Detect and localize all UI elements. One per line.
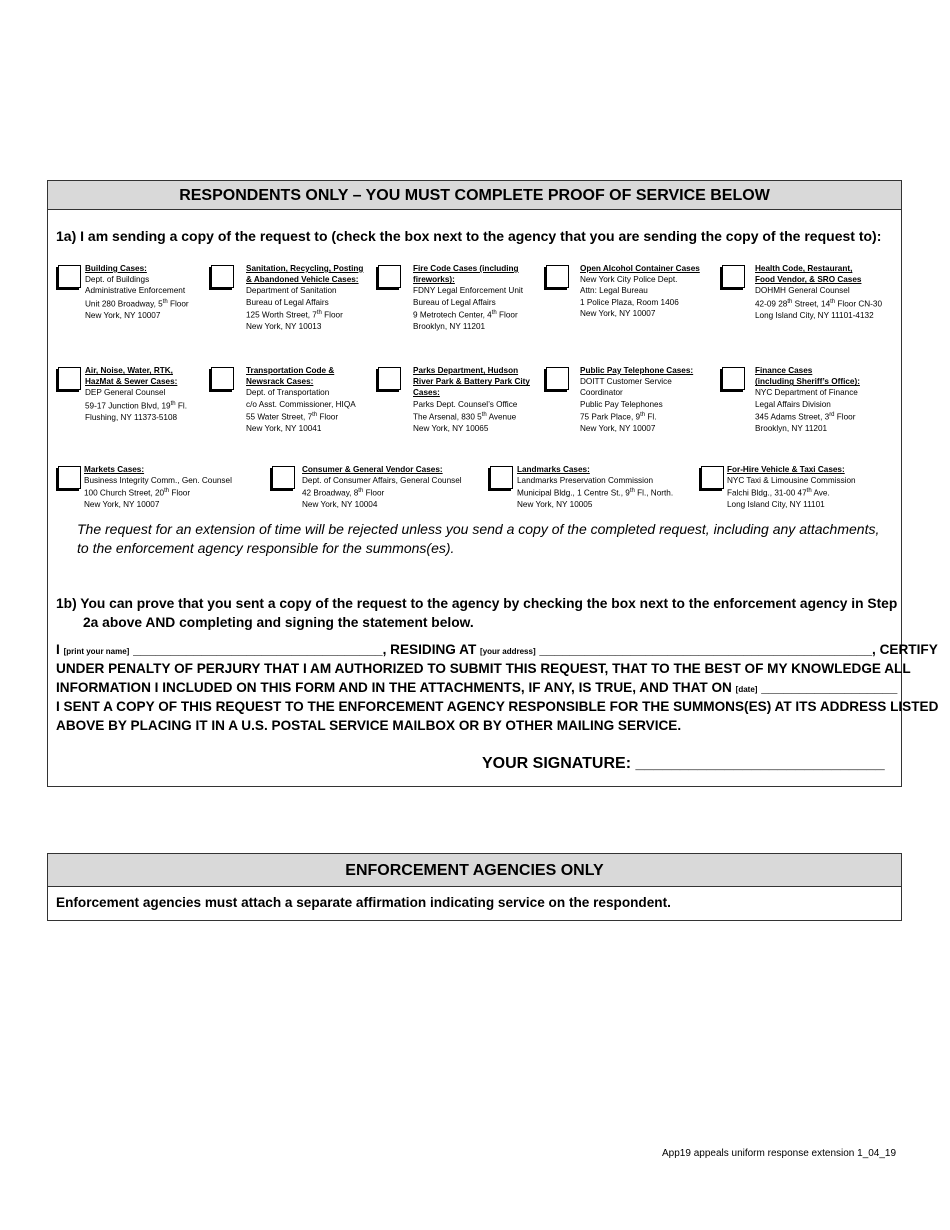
agency-address xyxy=(580,365,693,434)
agency-address-line: 100 Church Street, 20th Floor xyxy=(84,488,191,499)
agency-address-line: Dept. of Buildings xyxy=(85,275,150,285)
agency-title: Air, Noise, Water, RTK, HazMat & Sewer Cases: xyxy=(85,366,178,387)
agency-address-line: 125 Worth Street, 7th Floor xyxy=(246,309,343,320)
agency-address-line: New York City Police Dept. xyxy=(580,275,678,285)
agency-address-line: Long Island City, NY 11101 xyxy=(727,500,825,510)
agency-address-line: Attn: Legal Bureau xyxy=(580,286,648,296)
agency-title: Open Alcohol Container Cases xyxy=(580,264,700,273)
agency-address-line: 42 Broadway, 8th Floor xyxy=(302,488,385,499)
enforcement-text: Enforcement agencies must attach a separate affirmation indicating service on the respondent. xyxy=(56,895,671,910)
agency-address-line: 1 Police Plaza, Room 1406 xyxy=(580,297,679,307)
agency-address xyxy=(755,365,860,434)
certification-line-3 xyxy=(56,678,897,699)
address-blank-certify[interactable]: ____________________________________________, CERTIFY xyxy=(539,642,938,657)
agency-address-line: New York, NY 10041 xyxy=(246,423,322,433)
agency-address xyxy=(85,365,187,423)
agency-address-line: 75 Park Place, 9th Fl. xyxy=(580,411,657,422)
agency-address xyxy=(246,263,363,332)
agency-address-line: Dept. of Consumer Affairs, General Counsel xyxy=(302,476,462,486)
agency-address-line: Legal Affairs Division xyxy=(755,399,831,409)
agency-address-line: NYC Department of Finance xyxy=(755,388,858,398)
agency-checkbox[interactable] xyxy=(701,466,724,489)
certification-line-5: ABOVE BY PLACING IT IN A U.S. POSTAL SERVICE MAILBOX OR BY OTHER MAILING SERVICE. xyxy=(56,718,682,733)
agency-title: Public Pay Telephone Cases: xyxy=(580,366,694,375)
agency-address-line: Unit 280 Broadway, 5th Floor xyxy=(85,298,189,309)
agency-address-line: New York, NY 10005 xyxy=(517,500,593,510)
agency-address xyxy=(413,365,530,434)
notice-line-1: The request for an extension of time will be rejected unless you send a copy of the completed request, including any attachments, xyxy=(77,521,880,537)
agency-address xyxy=(246,365,356,434)
certification-line-1 xyxy=(56,640,938,661)
agency-checkbox[interactable] xyxy=(58,265,81,288)
agency-address-line: DEP General Counsel xyxy=(85,388,166,398)
agency-address-line: Coordinator xyxy=(580,388,623,398)
agency-address-line: 345 Adams Street, 3rd Floor xyxy=(755,411,856,422)
agency-address-line: New York, NY 10007 xyxy=(85,310,161,320)
agency-address-line: New York, NY 10004 xyxy=(302,500,378,510)
agency-address-line: Long Island City, NY 11101-4132 xyxy=(755,310,874,320)
agency-checkbox[interactable] xyxy=(211,367,234,390)
step-1b-text xyxy=(56,594,897,632)
agency-title: Consumer & General Vendor Cases: xyxy=(302,465,443,474)
agency-address-line: Landmarks Preservation Commission xyxy=(517,476,654,486)
agency-address xyxy=(517,464,673,511)
certification-line-4: I SENT A COPY OF THIS REQUEST TO THE ENFORCEMENT AGENCY RESPONSIBLE FOR THE SUMMONS(ES) AT ITS ADDRESS LISTED xyxy=(56,699,939,714)
agency-address-line: Municipal Bldg., 1 Centre St., 9th Fl., North. xyxy=(517,488,674,499)
agency-address-line: c/o Asst. Commissioner, HIQA xyxy=(246,399,356,409)
step-1b-line-1: 1b) You can prove that you sent a copy of the request to the agency by checking the box next to the enforcement agency in Step xyxy=(56,596,898,611)
agency-address-line: Falchi Bldg., 31-00 47th Ave. xyxy=(727,488,830,499)
agency-address-line: Dept. of Transportation xyxy=(246,388,330,398)
agency-address-line: Bureau of Legal Affairs xyxy=(246,297,329,307)
agency-address-line: New York, NY 10065 xyxy=(413,423,489,433)
agency-address-line: New York, NY 10007 xyxy=(84,500,160,510)
respondents-header: RESPONDENTS ONLY – YOU MUST COMPLETE PROOF OF SERVICE BELOW xyxy=(48,181,901,210)
agency-checkbox[interactable] xyxy=(546,265,569,288)
agency-title: Markets Cases: xyxy=(84,465,145,474)
agency-checkbox[interactable] xyxy=(211,265,234,288)
agency-title: Finance Cases (including Sheriff’s Office): xyxy=(755,366,860,387)
date-blank[interactable]: __________________ xyxy=(761,680,898,695)
agency-title: Sanitation, Recycling, Posting & Abandoned Vehicle Cases: xyxy=(246,264,364,285)
agency-title: Transportation Code & Newsrack Cases: xyxy=(246,366,335,387)
name-blank-residing[interactable]: _________________________________, RESIDING AT xyxy=(133,642,477,657)
agency-address-line: 9 Metrotech Center, 4th Floor xyxy=(413,309,518,320)
agency-address-line: NYC Taxi & Limousine Commission xyxy=(727,476,856,486)
step-1b-line-2: 2a above AND completing and signing the statement below. xyxy=(83,615,474,630)
cert-line-3-text: INFORMATION I INCLUDED ON THIS FORM AND IN THE ATTACHMENTS, IF ANY, IS TRUE, AND THAT ON xyxy=(56,680,732,695)
agency-address xyxy=(85,263,189,321)
print-name-label: [print your name] xyxy=(63,647,130,656)
footer-text: App19 appeals uniform response extension 1_04_19 xyxy=(662,1148,897,1159)
notice-text xyxy=(77,520,879,558)
notice-line-2: to the enforcement agency responsible for the summons(es). xyxy=(77,540,455,556)
agency-address xyxy=(580,263,700,319)
signature-line[interactable]: YOUR SIGNATURE: ____________________________ xyxy=(482,755,885,772)
agency-address-line: 42-09 28th Street, 14th Floor CN-30 xyxy=(755,298,883,309)
step-1a-text: 1a) I am sending a copy of the request to (check the box next to the agency that you are sending the copy of the request to): xyxy=(56,228,882,244)
agency-checkbox[interactable] xyxy=(490,466,513,489)
agency-address-line: New York, NY 10007 xyxy=(580,423,656,433)
agency-address-line: The Arsenal, 830 5th Avenue xyxy=(413,411,517,422)
agency-address-line: New York, NY 10007 xyxy=(580,308,656,318)
agency-address xyxy=(84,464,232,511)
agency-title: Landmarks Cases: xyxy=(517,465,590,474)
agency-address-line: Bureau of Legal Affairs xyxy=(413,297,496,307)
cert-i: I xyxy=(56,642,60,657)
agency-checkbox[interactable] xyxy=(58,367,81,390)
agency-address-line: 55 Water Street, 7th Floor xyxy=(246,411,339,422)
agency-checkbox[interactable] xyxy=(272,466,295,489)
agency-address-line: Administrative Enforcement xyxy=(85,286,186,296)
agency-address-line: DOHMH General Counsel xyxy=(755,286,850,296)
agency-address xyxy=(727,464,856,511)
date-label: [date] xyxy=(735,685,758,694)
agency-address-line: Department of Sanitation xyxy=(246,286,337,296)
enforcement-header: ENFORCEMENT AGENCIES ONLY xyxy=(48,854,901,887)
agency-checkbox[interactable] xyxy=(58,466,81,489)
agency-title: Health Code, Restaurant, Food Vendor, & SRO Cases xyxy=(755,264,862,285)
agency-title: Parks Department, Hudson River Park & Battery Park City Cases: xyxy=(413,366,530,398)
agency-address-line: Brooklyn, NY 11201 xyxy=(755,423,828,433)
agency-checkbox[interactable] xyxy=(722,265,745,288)
agency-address-line: Brooklyn, NY 11201 xyxy=(413,321,486,331)
agency-checkbox[interactable] xyxy=(378,367,401,390)
address-label: [your address] xyxy=(480,647,536,656)
agency-address-line: Public Pay Telephones xyxy=(580,399,663,409)
agency-address-line: Parks Dept. Counsel’s Office xyxy=(413,399,518,409)
agency-address-line: Business Integrity Comm., Gen. Counsel xyxy=(84,476,232,486)
agency-title: Fire Code Cases (including fireworks): xyxy=(413,264,519,285)
agency-title: Building Cases: xyxy=(85,264,147,273)
respondents-section xyxy=(47,180,939,787)
agency-checkbox[interactable] xyxy=(546,367,569,390)
enforcement-section xyxy=(47,853,902,921)
agency-checkbox[interactable] xyxy=(378,265,401,288)
agency-address-line: Flushing, NY 11373-5108 xyxy=(85,412,178,422)
agency-checkbox[interactable] xyxy=(722,367,745,390)
agency-address-line: FDNY Legal Enforcement Unit xyxy=(413,286,523,296)
agency-address xyxy=(755,263,882,321)
agency-address xyxy=(302,464,462,511)
agency-title: For-Hire Vehicle & Taxi Cases: xyxy=(727,465,845,474)
agency-address xyxy=(413,263,523,332)
agency-address-line: New York, NY 10013 xyxy=(246,321,322,331)
agency-address-line: 59-17 Junction Blvd, 19th Fl. xyxy=(85,400,187,411)
agency-address-line: DOITT Customer Service xyxy=(580,377,672,387)
certification-line-2: UNDER PENALTY OF PERJURY THAT I AM AUTHORIZED TO SUBMIT THIS REQUEST, THAT TO THE BEST OF MY KNOWLEDGE ALL xyxy=(56,661,911,676)
